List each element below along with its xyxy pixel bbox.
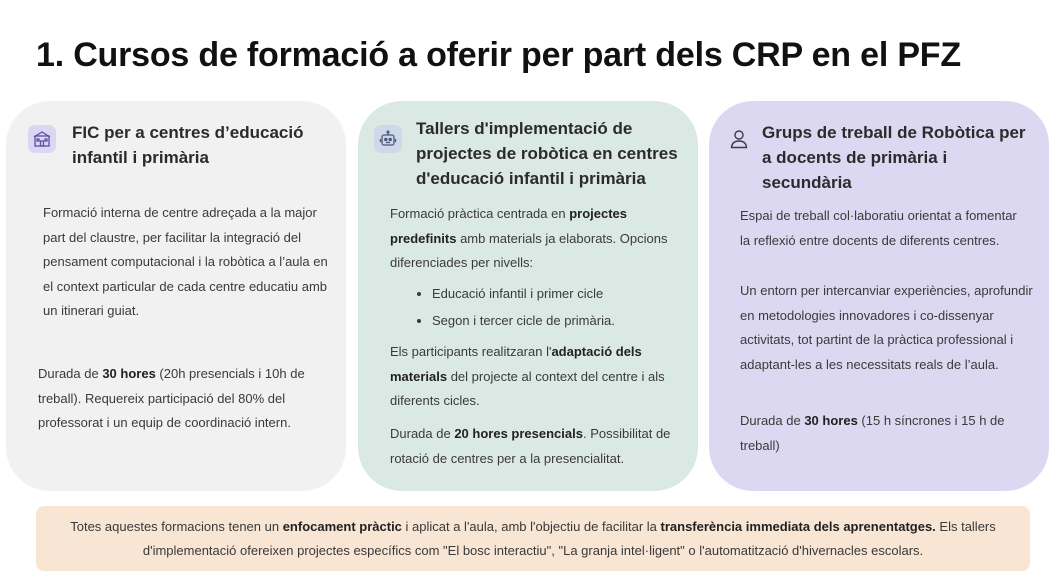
summary-highlight: enfocament pràctic <box>282 519 402 534</box>
user-icon <box>725 125 753 153</box>
intro-rest: amb materials ja elaborats. Opcions diferenciades per nivells: <box>390 230 668 270</box>
card-description-2: Un entorn per intercanviar experiències, aprofundir en metodologies innovadores i co-dissenyar activitats, tot partint de la pràctica professional i adaptant-les a les necessitats reals de l’aula. <box>740 283 1033 372</box>
adapt-highlight: adaptació dels materials <box>390 344 642 384</box>
duration-hours: 20 hores presencials <box>454 426 583 441</box>
duration-detail: (20h presencials i 10h de treball). Requereix participació del 80% del professorat i un equip de coordinació intern. <box>38 366 305 430</box>
summary-banner <box>36 506 1030 571</box>
duration-prefix: Durada de <box>390 426 455 441</box>
intro-prefix: Formació pràctica centrada en <box>390 206 570 221</box>
card-title: FIC per a centres d’educació infantil i primària <box>72 123 304 167</box>
duration-prefix: Durada de <box>38 366 103 381</box>
page-title: 1. Cursos de formació a oferir per part dels CRP en el PFZ <box>36 36 961 74</box>
card-tallers <box>358 101 698 491</box>
duration-detail: (15 h síncrones i 15 h de treball) <box>740 413 1005 453</box>
duration-hours: 30 hores <box>102 366 156 381</box>
adapt-prefix: Els participants realitzaran l' <box>390 344 552 359</box>
card-title: Tallers d'implementació de projectes de robòtica en centres d'educació infantil i primària <box>416 119 678 188</box>
card-adaptation <box>390 340 690 414</box>
card-title: Grups de treball de Robòtica per a docents de primària i secundària <box>762 123 1026 192</box>
summary-highlight: transferència immediata dels aprenentatges. <box>660 519 936 534</box>
card-duration <box>390 422 690 471</box>
list-item: • Segon i tercer cicle de primària. <box>432 307 690 334</box>
adapt-rest: del projecte al context del centre i als diferents cicles. <box>390 368 665 408</box>
duration-detail: . Possibilitat de rotació de centres per a la presencialitat. <box>390 426 671 466</box>
card-intro <box>390 202 690 334</box>
card-duration <box>38 362 333 436</box>
summary-text: Totes aquestes formacions tenen un <box>70 519 283 534</box>
card-description: Espai de treball col·laboratiu orientat a fomentar la reflexió entre docents de diferents centres. <box>740 208 1017 248</box>
intro-highlight: projectes predefinits <box>390 206 628 246</box>
duration-prefix: Durada de <box>740 413 805 428</box>
summary-text: Els tallers d'implementació ofereixen projectes específics com "El bosc interactiu", "La granja intel·ligent" o l'automatització d'hivernacles escolars. <box>142 519 996 558</box>
duration-hours: 30 hores <box>804 413 858 428</box>
card-description: Formació interna de centre adreçada a la major part del claustre, per facilitar la integració del pensament computacional i la robòtica a l’aula en el context particular de cada centre educatiu amb un itinerari guiat. <box>43 205 328 318</box>
card-fic <box>6 101 346 491</box>
robot-icon <box>374 125 402 153</box>
card-duration <box>740 409 1035 458</box>
school-icon <box>28 125 56 153</box>
summary-text: i aplicat a l'aula, amb l'objectiu de facilitar la <box>401 519 661 534</box>
levels-list <box>390 280 690 334</box>
card-grups <box>709 101 1049 491</box>
list-item: • Educació infantil i primer cicle <box>432 280 690 307</box>
